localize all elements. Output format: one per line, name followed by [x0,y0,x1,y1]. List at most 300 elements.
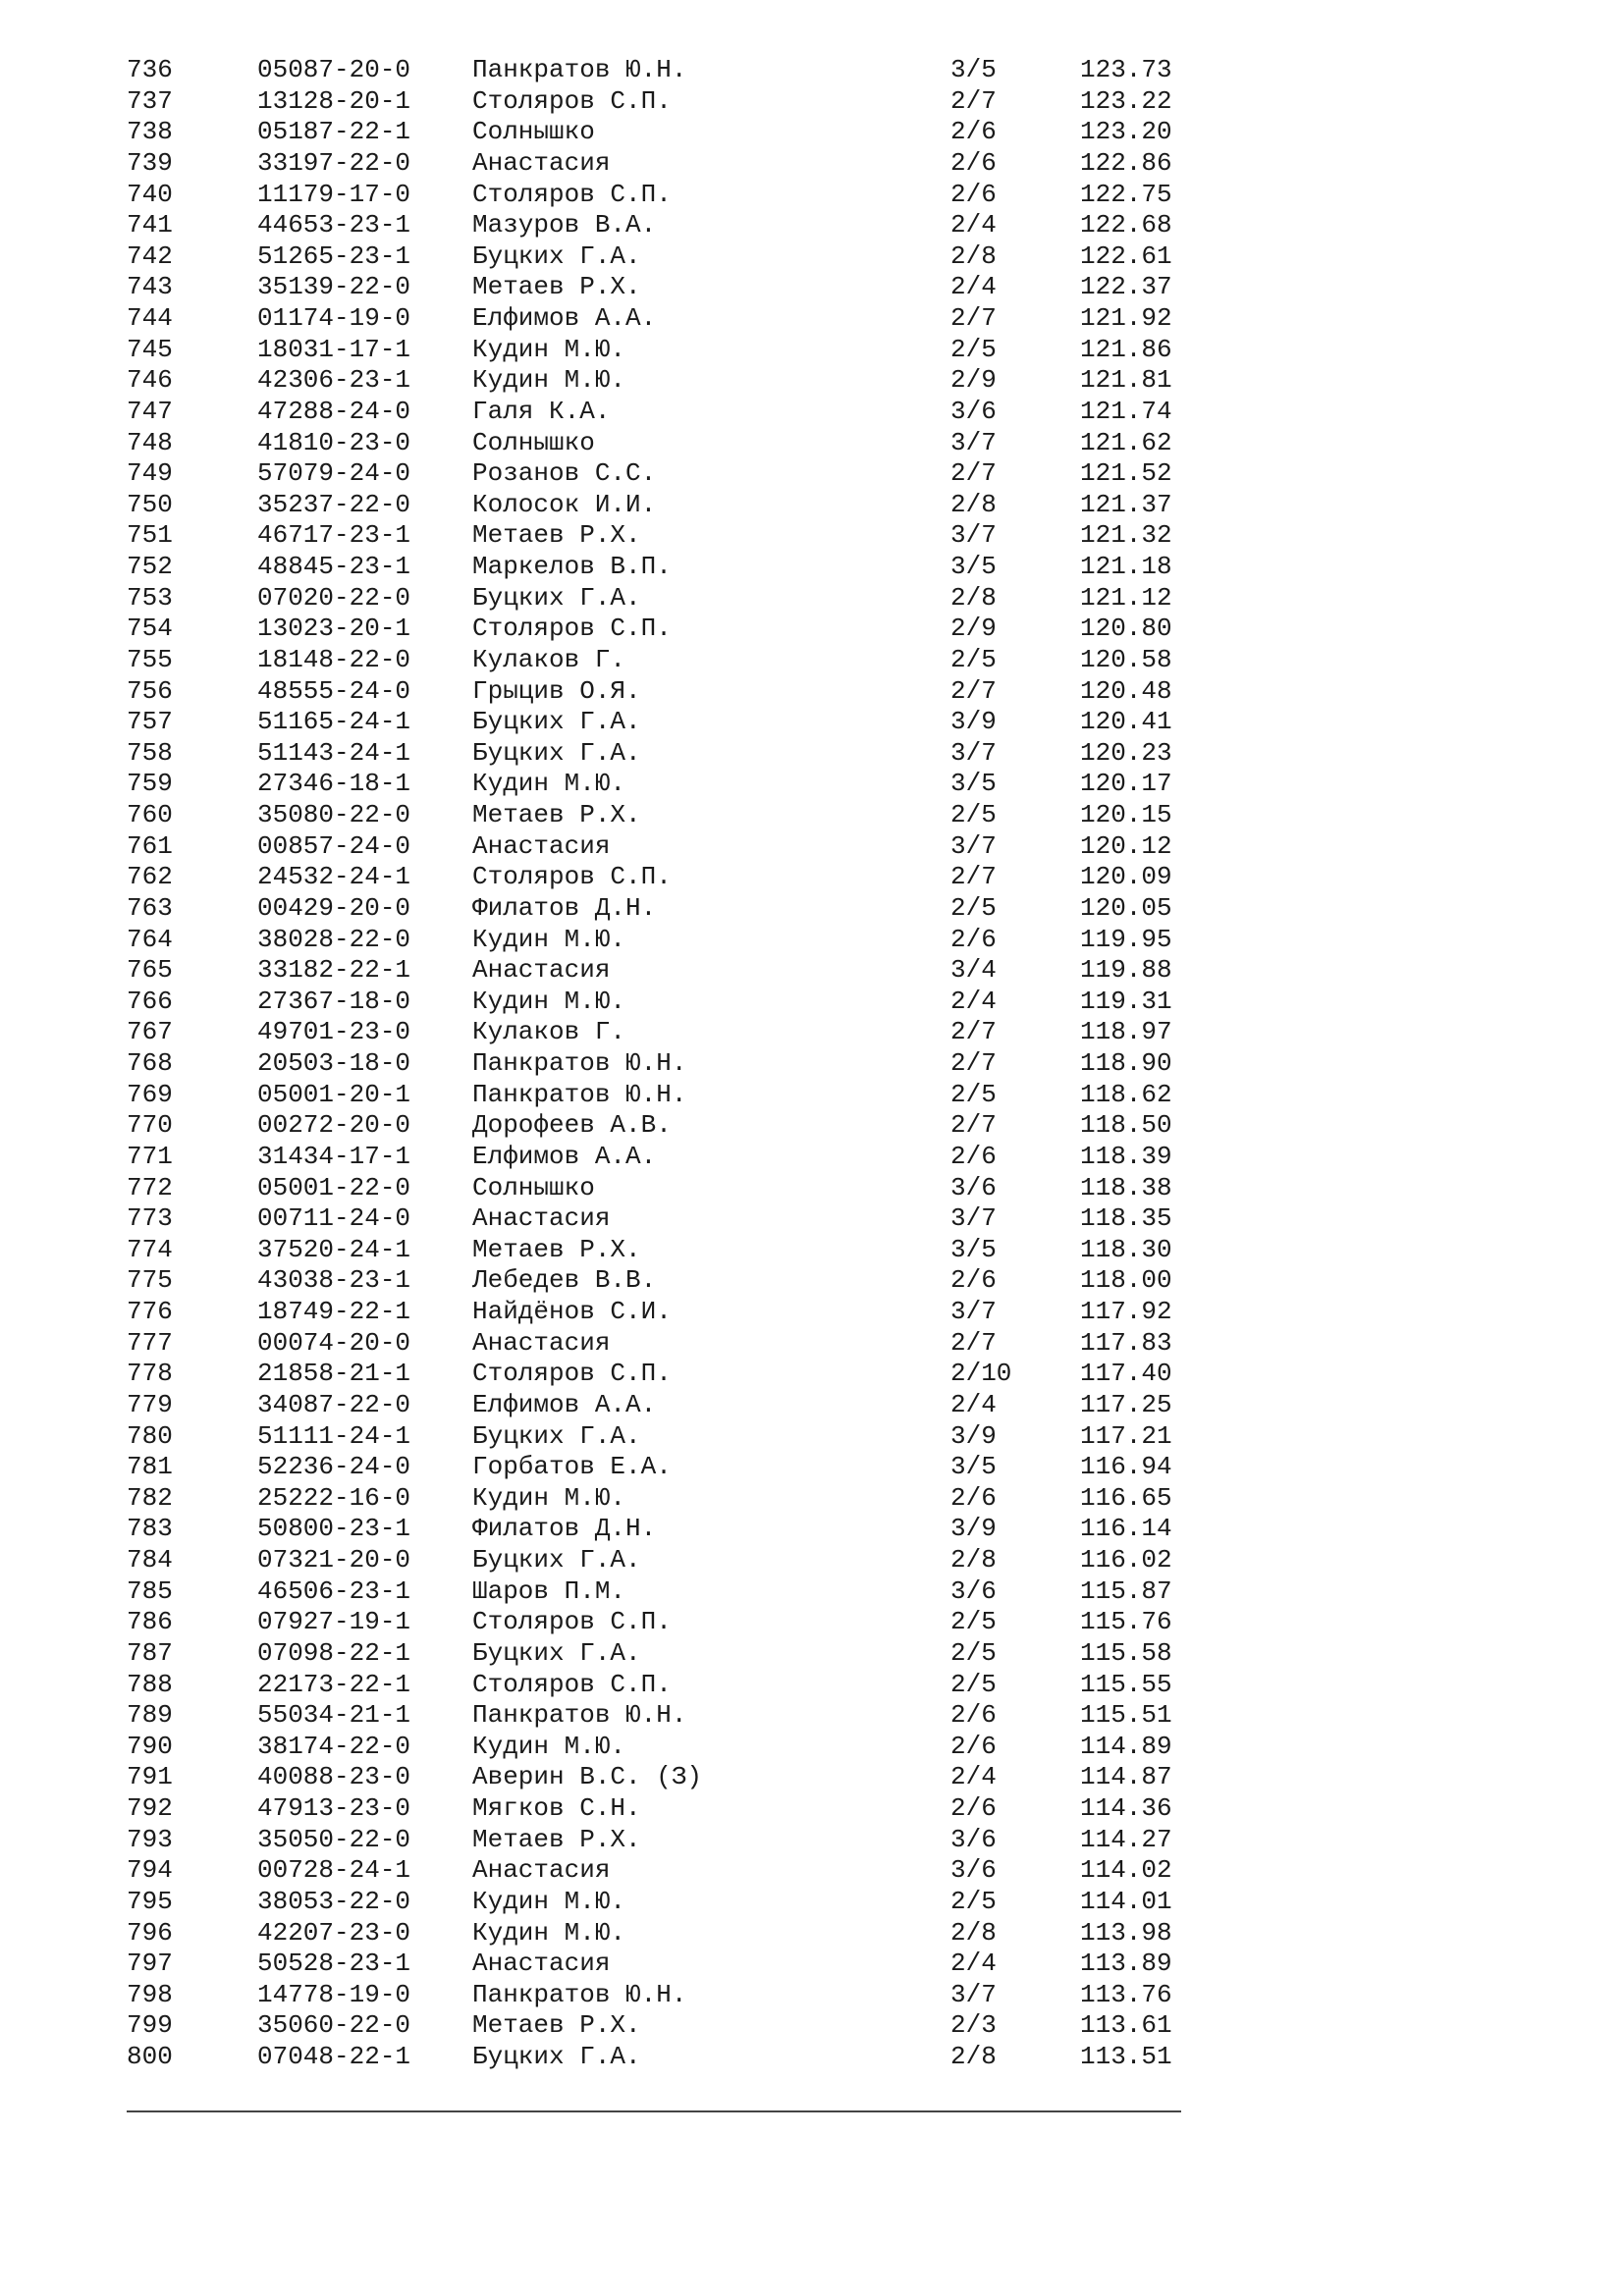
row-number: 773 [127,1203,173,1234]
table-row [0,1452,1624,1483]
row-ratio: 2/6 [950,1141,997,1171]
row-number: 752 [127,552,173,581]
row-name: Анастасия [472,1327,611,1358]
row-name: Солнышко [472,1172,595,1202]
row-name: Мягков С.Н. [472,1793,641,1823]
row-number: 749 [127,458,173,489]
table-row [0,1173,1624,1204]
row-number: 766 [127,986,173,1016]
row-code: 48845-23-1 [257,552,411,581]
row-number: 779 [127,1389,173,1419]
row-score: 116.02 [1080,1545,1172,1575]
row-code: 35050-22-0 [257,1824,411,1854]
row-name: Кудин М.Ю. [472,1482,626,1513]
row-score: 122.75 [1080,179,1172,209]
row-name: Столяров С.П. [472,1607,672,1637]
row-name: Буцких Г.А. [472,1637,641,1668]
row-score: 118.90 [1080,1048,1172,1078]
row-score: 120.15 [1080,800,1172,829]
row-score: 120.41 [1080,707,1172,737]
table-row [0,520,1624,552]
table-row [0,1607,1624,1638]
table-row [0,55,1624,86]
row-name: Столяров С.П. [472,1669,672,1699]
row-score: 114.27 [1080,1824,1172,1854]
row-number: 772 [127,1172,173,1202]
row-ratio: 2/5 [950,1886,997,1916]
table-row [0,490,1624,521]
row-ratio: 2/6 [950,147,997,178]
row-code: 05001-22-0 [257,1172,411,1202]
row-name: Анастасия [472,1203,611,1234]
row-number: 798 [127,1979,173,2009]
table-row [0,987,1624,1018]
row-ratio: 2/7 [950,675,997,706]
row-number: 756 [127,675,173,706]
row-number: 753 [127,582,173,613]
table-row [0,210,1624,241]
row-score: 117.83 [1080,1327,1172,1358]
row-ratio: 2/6 [950,1265,997,1296]
row-ratio: 3/6 [950,1855,997,1886]
row-score: 121.74 [1080,396,1172,426]
row-code: 38174-22-0 [257,1731,411,1761]
row-code: 40088-23-0 [257,1762,411,1792]
row-name: Метаев Р.Х. [472,272,641,302]
row-number: 768 [127,1048,173,1078]
row-name: Столяров С.П. [472,862,672,892]
row-score: 115.87 [1080,1575,1172,1606]
table-row [0,303,1624,335]
row-name: Метаев Р.Х. [472,800,641,829]
row-ratio: 3/5 [950,1452,997,1482]
row-number: 747 [127,396,173,426]
row-name: Столяров С.П. [472,179,672,209]
row-ratio: 2/5 [950,334,997,364]
row-name: Шаров П.М. [472,1575,626,1606]
row-code: 51111-24-1 [257,1420,411,1451]
row-score: 120.80 [1080,614,1172,644]
row-code: 27346-18-1 [257,769,411,799]
row-name: Елфимов А.А. [472,303,657,333]
table-row [0,241,1624,273]
row-number: 751 [127,520,173,551]
row-code: 42306-23-1 [257,365,411,396]
row-number: 780 [127,1420,173,1451]
table-row [0,1732,1624,1763]
table-row [0,1949,1624,1980]
row-ratio: 2/5 [950,892,997,923]
table-row [0,1483,1624,1515]
row-score: 122.61 [1080,240,1172,271]
row-number: 765 [127,955,173,986]
row-number: 791 [127,1762,173,1792]
row-code: 05087-20-0 [257,55,411,84]
row-code: 27367-18-0 [257,986,411,1016]
table-row [0,862,1624,893]
row-ratio: 2/4 [950,1762,997,1792]
row-score: 118.97 [1080,1017,1172,1047]
row-number: 778 [127,1359,173,1389]
table-row [0,1762,1624,1793]
row-number: 748 [127,427,173,457]
row-number: 782 [127,1482,173,1513]
table-row [0,2042,1624,2073]
table-row [0,1080,1624,1111]
row-score: 119.31 [1080,986,1172,1016]
row-ratio: 3/7 [950,1297,997,1326]
row-ratio: 2/10 [950,1359,1012,1389]
row-score: 118.30 [1080,1234,1172,1264]
row-name: Кудин М.Ю. [472,986,626,1016]
row-number: 792 [127,1793,173,1823]
row-ratio: 2/4 [950,272,997,302]
row-ratio: 2/5 [950,1079,997,1109]
table-row [0,365,1624,397]
row-code: 13128-20-1 [257,85,411,116]
table-row [0,1545,1624,1576]
row-name: Кудин М.Ю. [472,334,626,364]
row-number: 777 [127,1327,173,1358]
table-row [0,738,1624,770]
table-row [0,1390,1624,1421]
table-row [0,769,1624,800]
table-row [0,707,1624,738]
row-code: 18148-22-0 [257,644,411,674]
row-name: Елфимов А.А. [472,1141,657,1171]
row-code: 33197-22-0 [257,147,411,178]
row-number: 793 [127,1824,173,1854]
row-code: 52236-24-0 [257,1452,411,1482]
row-ratio: 2/8 [950,489,997,519]
row-name: Столяров С.П. [472,614,672,644]
row-number: 736 [127,55,173,84]
row-code: 35139-22-0 [257,272,411,302]
table-row [0,428,1624,459]
row-score: 120.05 [1080,892,1172,923]
row-name: Метаев Р.Х. [472,1234,641,1264]
row-number: 761 [127,830,173,861]
row-name: Розанов С.С. [472,458,657,489]
row-name: Елфимов А.А. [472,1389,657,1419]
row-ratio: 3/9 [950,1514,997,1544]
row-number: 799 [127,2010,173,2041]
row-ratio: 2/6 [950,1700,997,1731]
row-number: 745 [127,334,173,364]
row-score: 120.17 [1080,769,1172,799]
row-ratio: 2/6 [950,1793,997,1823]
row-score: 123.20 [1080,117,1172,147]
row-number: 741 [127,210,173,240]
row-name: Столяров С.П. [472,85,672,116]
row-name: Кудин М.Ю. [472,1886,626,1916]
row-code: 37520-24-1 [257,1234,411,1264]
row-name: Колосок И.И. [472,489,657,519]
row-code: 38053-22-0 [257,1886,411,1916]
row-ratio: 2/7 [950,303,997,333]
table-row [0,1297,1624,1328]
row-score: 115.58 [1080,1637,1172,1668]
row-score: 121.52 [1080,458,1172,489]
row-score: 118.00 [1080,1265,1172,1296]
row-name: Кудин М.Ю. [472,1917,626,1948]
table-row [0,86,1624,118]
row-code: 35080-22-0 [257,800,411,829]
row-score: 113.61 [1080,2010,1172,2041]
row-code: 00857-24-0 [257,830,411,861]
row-score: 118.39 [1080,1141,1172,1171]
row-code: 33182-22-1 [257,955,411,986]
row-name: Грыцив О.Я. [472,675,641,706]
table-row [0,1793,1624,1825]
row-name: Буцких Г.А. [472,582,641,613]
row-score: 121.86 [1080,334,1172,364]
row-name: Буцких Г.А. [472,240,641,271]
row-score: 122.37 [1080,272,1172,302]
row-number: 742 [127,240,173,271]
row-ratio: 3/9 [950,707,997,737]
row-number: 764 [127,924,173,954]
table-row [0,552,1624,583]
row-ratio: 2/7 [950,85,997,116]
table-row [0,1359,1624,1390]
row-code: 05001-20-1 [257,1079,411,1109]
row-score: 123.22 [1080,85,1172,116]
row-score: 120.48 [1080,675,1172,706]
table-row [0,1980,1624,2011]
row-number: 771 [127,1141,173,1171]
row-code: 31434-17-1 [257,1141,411,1171]
row-code: 41810-23-0 [257,427,411,457]
row-number: 767 [127,1017,173,1047]
row-ratio: 3/7 [950,520,997,551]
row-number: 794 [127,1855,173,1886]
row-ratio: 3/6 [950,1575,997,1606]
row-number: 755 [127,644,173,674]
row-ratio: 2/5 [950,1607,997,1637]
row-ratio: 2/6 [950,924,997,954]
row-number: 769 [127,1079,173,1109]
row-name: Метаев Р.Х. [472,2010,641,2041]
row-score: 113.76 [1080,1979,1172,2009]
table-row [0,955,1624,987]
row-code: 46717-23-1 [257,520,411,551]
row-ratio: 3/7 [950,830,997,861]
row-code: 00429-20-0 [257,892,411,923]
row-name: Аверин В.С. (З) [472,1762,703,1792]
table-row [0,1203,1624,1235]
row-code: 00074-20-0 [257,1327,411,1358]
row-name: Панкратов Ю.Н. [472,1700,687,1731]
row-score: 114.02 [1080,1855,1172,1886]
row-number: 800 [127,2042,173,2071]
row-ratio: 2/6 [950,1482,997,1513]
row-code: 44653-23-1 [257,210,411,240]
table-row [0,1265,1624,1297]
row-code: 07048-22-1 [257,2042,411,2071]
row-number: 739 [127,147,173,178]
table-row [0,1235,1624,1266]
row-name: Мазуров В.А. [472,210,657,240]
table-row [0,583,1624,614]
row-score: 118.38 [1080,1172,1172,1202]
table-row [0,117,1624,148]
row-ratio: 2/4 [950,1389,997,1419]
table-row [0,180,1624,211]
row-ratio: 2/8 [950,1545,997,1575]
row-ratio: 2/7 [950,1017,997,1047]
row-number: 783 [127,1514,173,1544]
row-code: 47288-24-0 [257,396,411,426]
row-score: 113.98 [1080,1917,1172,1948]
row-score: 115.51 [1080,1700,1172,1731]
row-number: 774 [127,1234,173,1264]
row-number: 797 [127,1949,173,1979]
row-number: 746 [127,365,173,396]
table-row [0,1514,1624,1545]
row-score: 121.81 [1080,365,1172,396]
table-row [0,1855,1624,1887]
results-table [0,55,1624,2073]
row-code: 13023-20-1 [257,614,411,644]
row-name: Столяров С.П. [472,1359,672,1389]
row-name: Галя К.А. [472,396,611,426]
row-ratio: 2/9 [950,614,997,644]
row-number: 737 [127,85,173,116]
table-row [0,1017,1624,1048]
row-ratio: 3/5 [950,552,997,581]
row-ratio: 2/9 [950,365,997,396]
row-ratio: 3/6 [950,1172,997,1202]
row-name: Кудин М.Ю. [472,924,626,954]
row-name: Кудин М.Ю. [472,365,626,396]
row-code: 51265-23-1 [257,240,411,271]
row-ratio: 3/7 [950,427,997,457]
row-name: Буцких Г.А. [472,1420,641,1451]
row-number: 786 [127,1607,173,1637]
row-code: 34087-22-0 [257,1389,411,1419]
row-score: 119.88 [1080,955,1172,986]
row-code: 18749-22-1 [257,1297,411,1326]
row-score: 122.86 [1080,147,1172,178]
row-code: 07020-22-0 [257,582,411,613]
row-code: 20503-18-0 [257,1048,411,1078]
row-ratio: 2/5 [950,1669,997,1699]
table-row [0,1887,1624,1918]
row-code: 48555-24-0 [257,675,411,706]
row-code: 57079-24-0 [257,458,411,489]
row-name: Дорофеев А.В. [472,1110,672,1141]
row-name: Кудин М.Ю. [472,1731,626,1761]
table-row [0,1328,1624,1360]
row-score: 118.62 [1080,1079,1172,1109]
row-number: 788 [127,1669,173,1699]
table-row [0,925,1624,956]
row-name: Лебедев В.В. [472,1265,657,1296]
row-number: 776 [127,1297,173,1326]
row-number: 743 [127,272,173,302]
table-row [0,397,1624,428]
row-code: 07098-22-1 [257,1637,411,1668]
row-score: 120.23 [1080,737,1172,768]
row-score: 119.95 [1080,924,1172,954]
row-score: 113.89 [1080,1949,1172,1979]
table-row [0,831,1624,863]
row-score: 122.68 [1080,210,1172,240]
row-score: 120.58 [1080,644,1172,674]
row-name: Панкратов Ю.Н. [472,55,687,84]
row-name: Анастасия [472,147,611,178]
row-name: Анастасия [472,955,611,986]
table-row [0,272,1624,303]
row-name: Анастасия [472,1855,611,1886]
row-score: 113.51 [1080,2042,1172,2071]
row-code: 18031-17-1 [257,334,411,364]
row-ratio: 3/5 [950,55,997,84]
row-name: Анастасия [472,830,611,861]
row-name: Метаев Р.Х. [472,520,641,551]
row-name: Филатов Д.Н. [472,892,657,923]
row-number: 789 [127,1700,173,1731]
row-ratio: 2/7 [950,1327,997,1358]
table-row [0,893,1624,925]
row-code: 49701-23-0 [257,1017,411,1047]
row-name: Маркелов В.П. [472,552,672,581]
row-code: 35237-22-0 [257,489,411,519]
row-ratio: 2/6 [950,117,997,147]
row-ratio: 2/7 [950,1110,997,1141]
row-ratio: 2/8 [950,2042,997,2071]
row-number: 740 [127,179,173,209]
row-number: 770 [127,1110,173,1141]
table-row [0,335,1624,366]
row-ratio: 3/5 [950,769,997,799]
row-score: 121.62 [1080,427,1172,457]
row-name: Буцких Г.А. [472,1545,641,1575]
row-code: 51165-24-1 [257,707,411,737]
row-score: 121.18 [1080,552,1172,581]
row-number: 738 [127,117,173,147]
row-number: 763 [127,892,173,923]
row-name: Кулаков Г. [472,1017,626,1047]
row-score: 117.92 [1080,1297,1172,1326]
row-number: 754 [127,614,173,644]
row-code: 25222-16-0 [257,1482,411,1513]
row-name: Кулаков Г. [472,644,626,674]
row-name: Буцких Г.А. [472,707,641,737]
row-score: 121.32 [1080,520,1172,551]
table-row [0,1670,1624,1701]
row-number: 750 [127,489,173,519]
row-name: Анастасия [472,1949,611,1979]
bottom-divider [127,2110,1181,2112]
row-code: 07321-20-0 [257,1545,411,1575]
table-row [0,1918,1624,1949]
row-number: 784 [127,1545,173,1575]
row-ratio: 2/5 [950,644,997,674]
row-number: 762 [127,862,173,892]
row-score: 117.25 [1080,1389,1172,1419]
table-row [0,645,1624,676]
table-row [0,1825,1624,1856]
row-code: 00728-24-1 [257,1855,411,1886]
row-code: 00711-24-0 [257,1203,411,1234]
row-number: 775 [127,1265,173,1296]
row-score: 114.01 [1080,1886,1172,1916]
row-code: 42207-23-0 [257,1917,411,1948]
row-ratio: 3/6 [950,396,997,426]
table-row [0,2010,1624,2042]
